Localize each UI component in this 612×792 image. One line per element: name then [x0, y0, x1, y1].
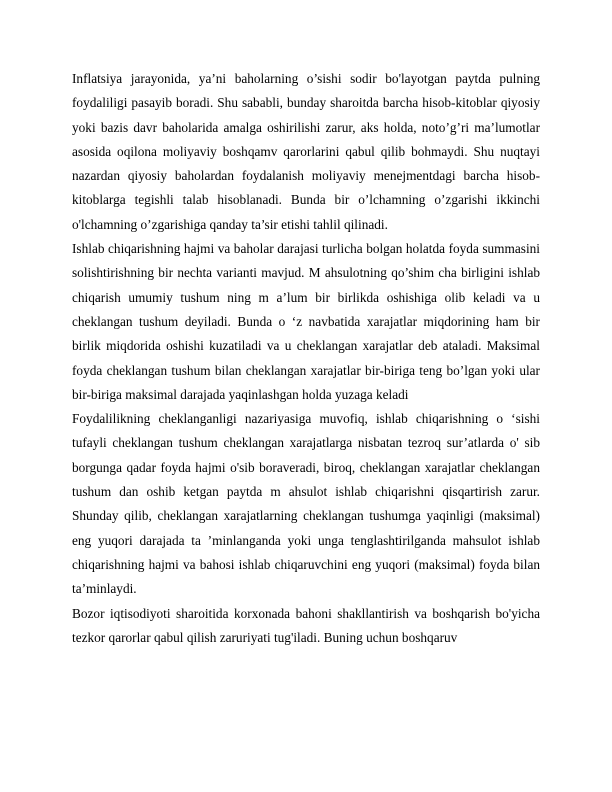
paragraph-production-volume: Ishlab chiqarishning hajmi va baholar darajasi turlicha bolgan holatda foyda summasini solishtirishning bir nechta varianti mavjud. M ahsulotning qo’shim cha birligini ishlab chiqarish umumiy tushum ning m a’lum bir birlikda oshishiga olib keladi va u cheklangan tushum deyiladi. Bunda o ‘z navbatida xarajatlar miqdorining ham bir birlik miqdorida oshishi kuzatiladi va u cheklangan xarajatlar deb ataladi. Maksimal foyda cheklangan tushum bilan cheklangan xarajatlar bir-biriga teng bo’lgan yoki ular bir-biriga maksimal darajada yaqinlashgan holda yuzaga keladi [72, 241, 540, 402]
paragraph-marginal-utility: Foydalilikning cheklanganligi nazariyasiga muvofiq, ishlab chiqarishning o ‘sishi tufayli cheklangan tushum cheklangan xarajatlarga nisbatan tezroq sur’atlarda o' sib borgunga qadar foyda hajmi o'sib boraveradi, biroq, cheklangan xarajatlar cheklangan tushum dan oshib ketgan paytda m ahsulot ishlab chiqarishni qisqartirish zarur. Shunday qilib, cheklangan xarajatlarning cheklangan tushumga yaqinligi (maksimal) eng yuqori darajada ta ’minlanganda yoki unga tenglashtirilganda mahsulot ishlab chiqarishning hajmi va bahosi ishlab chiqaruvchini eng yuqori (maksimal) foyda bilan ta’minlaydi. [72, 411, 540, 597]
paragraph-inflation: Inflatsiya jarayonida, ya’ni baholarning o’sishi sodir bo'layotgan paytda pulning foydaliligi pasayib boradi. Shu sababli, bunday sharoitda barcha hisob-kitoblar qiyosiy yoki bazis davr baholarida amalga oshirilishi zarur, aks holda, noto’g’ri ma’lumotlar asosida oqilona moliyaviy boshqamv qarorlarini qabul qilib bohmaydi. Shu nuqtayi nazardan qiyosiy baholardan foydalanish moliyaviy menejmentdagi barcha hisob-kitoblarga tegishli talab hisoblanadi. Bunda bir o’lchamning o’zgarishi ikkinchi o'lchamning o’zgarishiga qanday ta’sir etishi tahlil qilinadi. [72, 71, 540, 232]
paragraph-market-economy: Bozor iqtisodiyoti sharoitida korxonada bahoni shakllantirish va boshqarish bo'yicha tezkor qarorlar qabul qilish zaruriyati tug'iladi. Buning uchun boshqaruv [72, 605, 540, 645]
document-page [72, 67, 540, 650]
